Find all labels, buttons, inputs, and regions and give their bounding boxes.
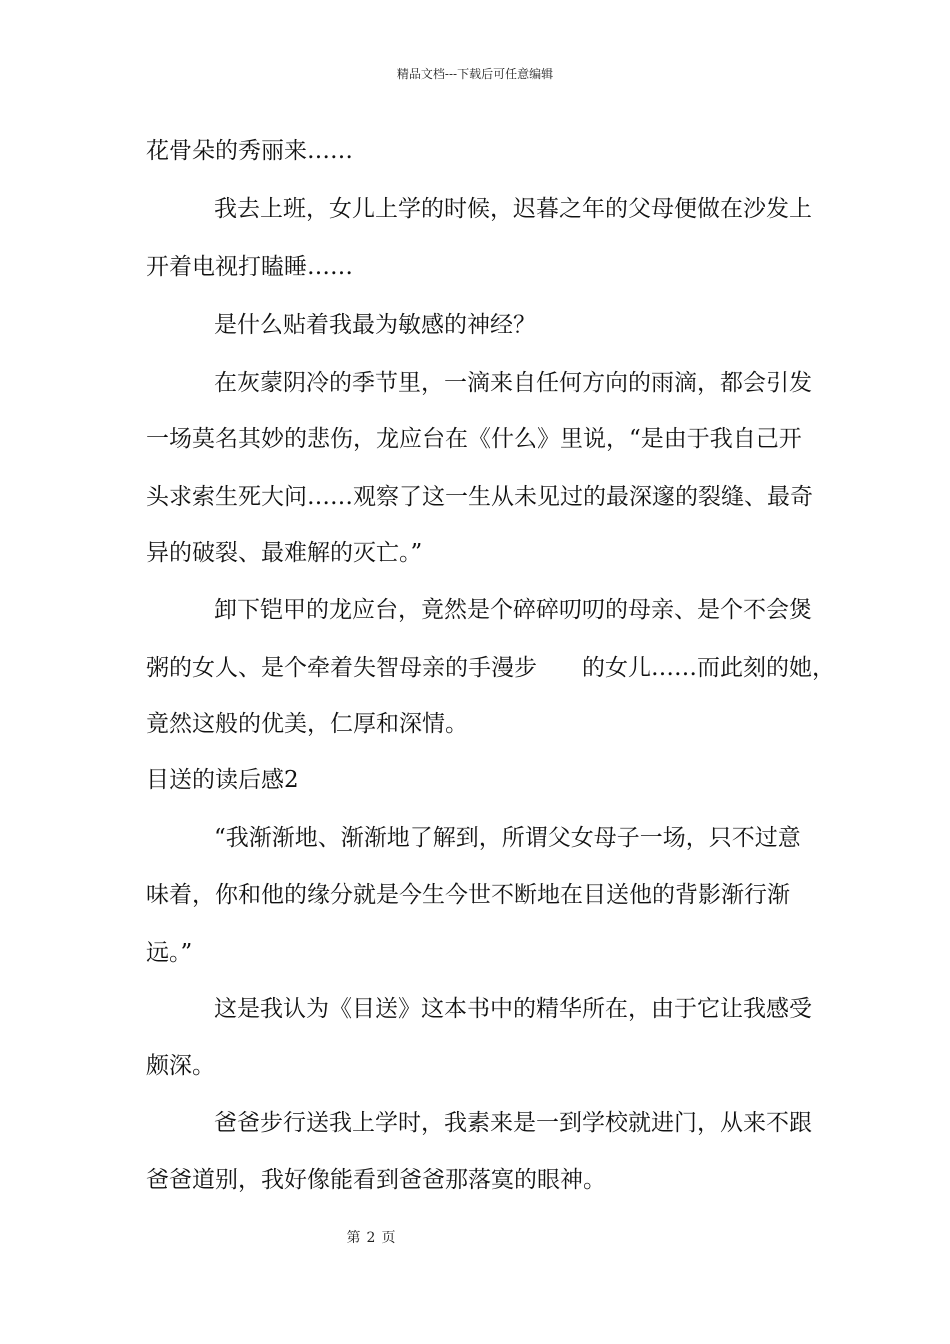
footer-prefix: 第 <box>346 1230 361 1246</box>
section-heading: 目送的读后感2 <box>146 767 299 793</box>
text-line: 是什么贴着我最为敏感的神经？ <box>214 312 536 338</box>
page-number: 2 <box>366 1230 376 1246</box>
text-line: 远。” <box>146 940 193 966</box>
text-line: 在灰蒙阴冷的季节里，一滴来自任何方向的雨滴，都会引发 <box>214 370 812 396</box>
footer-suffix: 页 <box>381 1230 396 1246</box>
text-line: 粥的女人、是个牵着失智母亲的手漫步 <box>146 655 537 681</box>
text-line: 卸下铠甲的龙应台，竟然是个碎碎叨叨的母亲、是个不会煲 <box>214 597 812 623</box>
text-line: 爸爸道别，我好像能看到爸爸那落寞的眼神。 <box>146 1167 606 1193</box>
text-line: 我去上班，女儿上学的时候，迟暮之年的父母便做在沙发上 <box>214 196 812 222</box>
text-line: 的女儿……而此刻的她， <box>582 655 835 681</box>
text-line: 开着电视打瞌睡…… <box>146 254 353 280</box>
text-line: 这是我认为《目送》这本书中的精华所在，由于它让我感受 <box>214 996 812 1022</box>
text-line: 头求索生死大问……观察了这一生从未见过的最深邃的裂缝、最奇 <box>146 484 813 510</box>
text-line: 异的破裂、最难解的灭亡。” <box>146 540 423 566</box>
text-line: “我渐渐地、渐渐地了解到，所谓父女母子一场，只不过意 <box>214 825 801 851</box>
text-line: 竟然这般的优美，仁厚和深情。 <box>146 711 468 737</box>
text-line: 颇深。 <box>146 1053 215 1079</box>
text-line: 爸爸步行送我上学时，我素来是一到学校就进门，从来不跟 <box>214 1110 812 1136</box>
text-line: 花骨朵的秀丽来…… <box>146 138 353 164</box>
text-line: 一场莫名其妙的悲伤，龙应台在《什么》里说，“是由于我自己开 <box>146 426 802 452</box>
page-header: 精品文档---下载后可任意编辑 <box>396 67 554 81</box>
text-line: 味着，你和他的缘分就是今生今世不断地在目送他的背影渐行渐 <box>146 882 790 908</box>
page-footer <box>0 1229 742 1247</box>
